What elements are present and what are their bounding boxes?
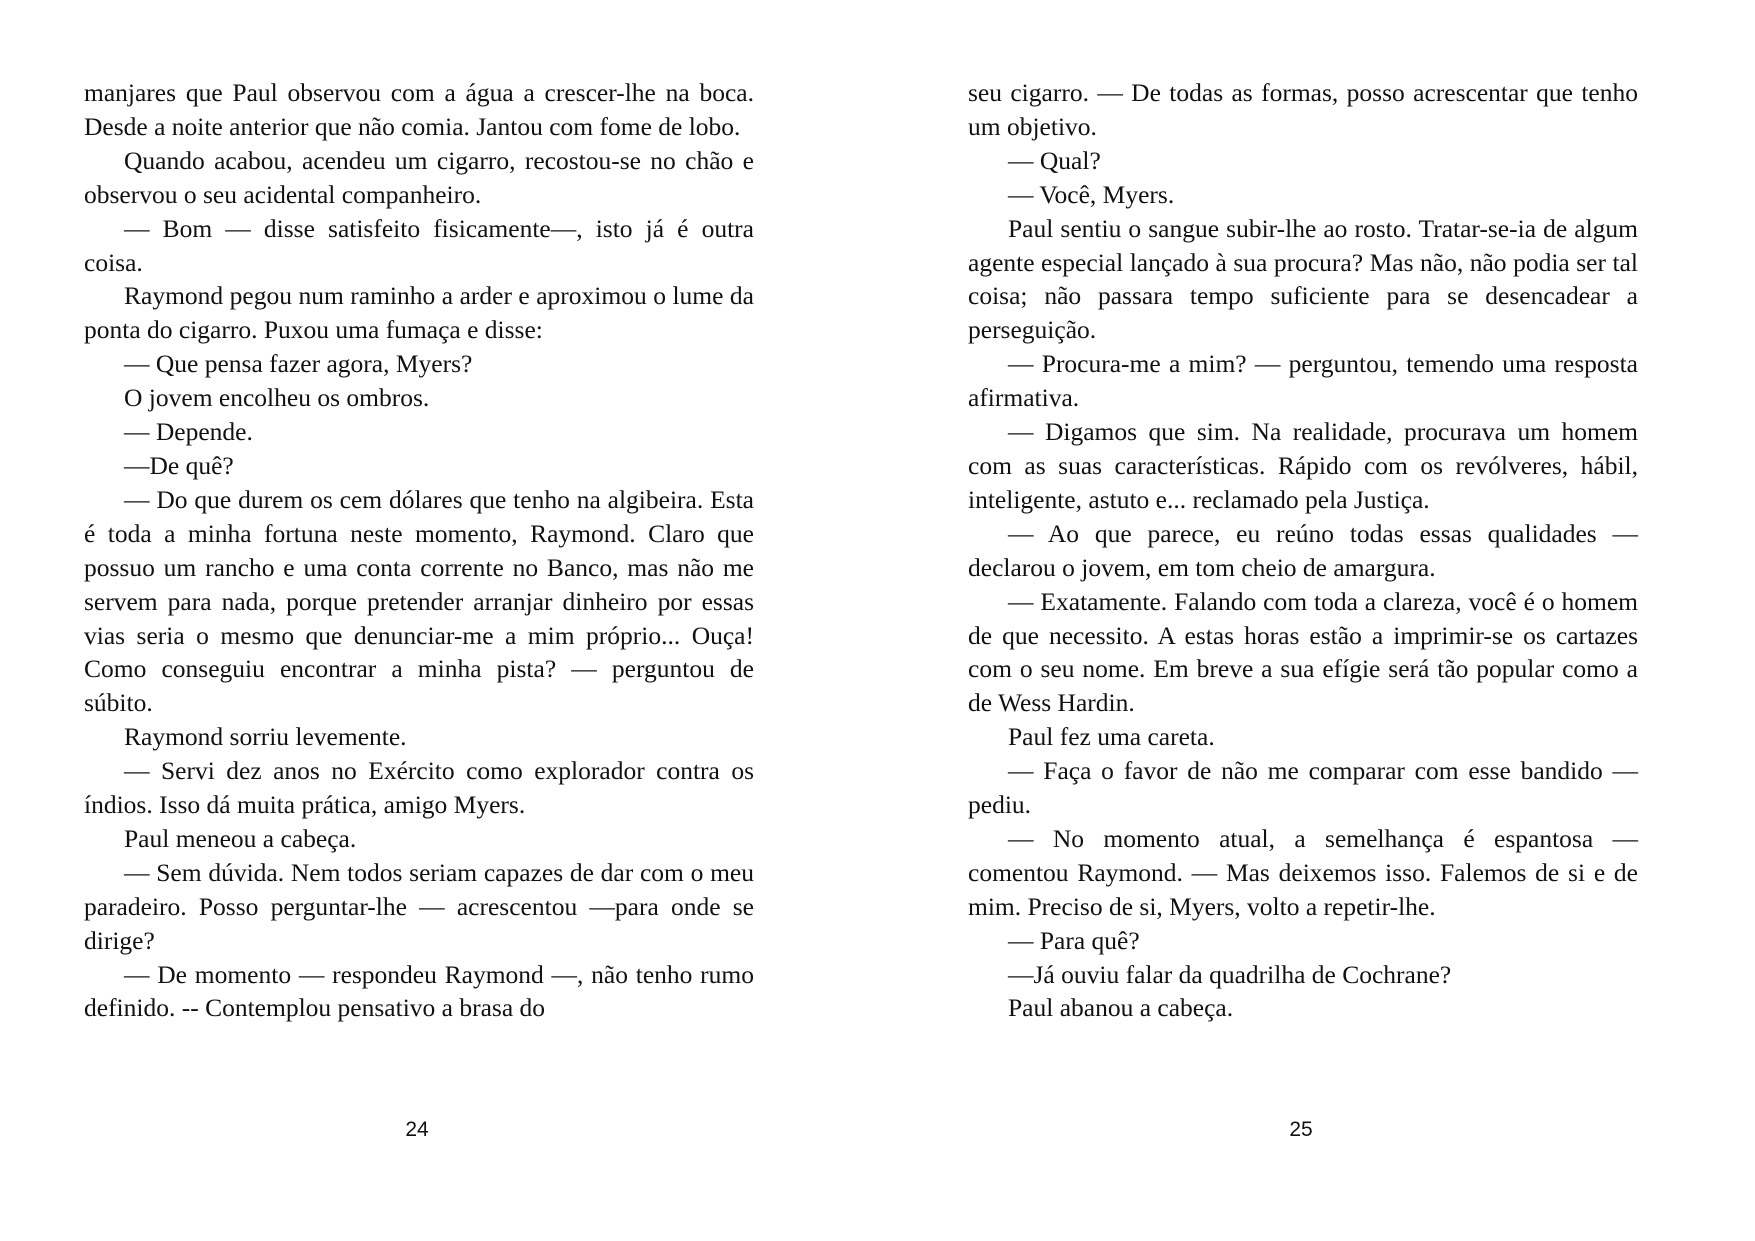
paragraph: — Depende. <box>124 417 253 447</box>
paragraph: Paul fez uma careta. <box>1008 722 1215 752</box>
paragraph: — Do que durem os cem dólares que tenho na algibeira. Esta é toda a minha fortuna neste momento, Raymond. Claro que possuo um rancho e uma conta corrente no Banco, mas não me servem para nada, porque pretender arranjar dinheiro por essas vias seria o mesmo que denunciar-me a mim próprio... Ouça! Como conseguiu encontrar a minha pista? — perguntou de súbito. <box>84 484 754 718</box>
paragraph: Raymond sorriu levemente. <box>124 722 407 752</box>
page-number-left: 24 <box>405 1118 429 1141</box>
paragraph: —Já ouviu falar da quadrilha de Cochrane? <box>1008 959 1452 989</box>
paragraph: — Procura-me a mim? — perguntou, temendo uma resposta afirmativa. <box>968 349 1638 413</box>
paragraph: — No momento atual, a semelhança é espantosa — comentou Raymond. — Mas deixemos isso. Falemos de si e de mim. Preciso de si, Myers, volto a repetir-lhe. <box>968 823 1638 921</box>
paragraph: — Ao que parece, eu reúno todas essas qualidades — declarou o jovem, em tom cheio de amargura. <box>968 518 1638 582</box>
paragraph: — Bom — disse satisfeito fisicamente—, isto já é outra coisa. <box>84 213 754 277</box>
left-page <box>84 76 754 1025</box>
paragraph: — Faça o favor de não me comparar com esse bandido — pediu. <box>968 756 1638 820</box>
right-page <box>968 76 1638 1025</box>
paragraph: — Você, Myers. <box>1008 179 1175 209</box>
paragraph: seu cigarro. — De todas as formas, posso acrescentar que tenho um objetivo. <box>968 78 1638 141</box>
paragraph: — Qual? <box>1008 145 1101 175</box>
page-number-right: 25 <box>1289 1118 1313 1141</box>
paragraph: — Para quê? <box>1008 925 1140 955</box>
paragraph: —De quê? <box>124 450 234 480</box>
paragraph: Paul meneou a cabeça. <box>124 823 357 853</box>
paragraph: — Que pensa fazer agora, Myers? <box>124 349 473 379</box>
paragraph: — Digamos que sim. Na realidade, procurava um homem com as suas características. Rápido com os revólveres, hábil, inteligente, astuto e... reclamado pela Justiça. <box>968 417 1638 514</box>
paragraph: — Servi dez anos no Exército como explorador contra os índios. Isso dá muita prática, amigo Myers. <box>84 756 754 820</box>
paragraph: — De momento — respondeu Raymond —, não tenho rumo definido. -- Contemplou pensativo a brasa do <box>84 959 754 1023</box>
paragraph: — Exatamente. Falando com toda a clareza, você é o homem de que necessito. A estas horas estão a imprimir-se os cartazes com o seu nome. Em breve a sua efígie será tão popular como a de Wess Hardin. <box>968 586 1638 718</box>
paragraph: Quando acabou, acendeu um cigarro, recostou-se no chão e observou o seu acidental companheiro. <box>84 145 754 209</box>
paragraph: manjares que Paul observou com a água a crescer-lhe na boca. Desde a noite anterior que não comia. Jantou com fome de lobo. <box>84 78 754 141</box>
paragraph: Paul sentiu o sangue subir-lhe ao rosto. Tratar-se-ia de algum agente especial lançado à sua procura? Mas não, não podia ser tal coisa; não passara tempo suficiente para se desencadear a perseguição. <box>968 213 1638 345</box>
paragraph: O jovem encolheu os ombros. <box>124 383 430 413</box>
paragraph: Raymond pegou num raminho a arder e aproximou o lume da ponta do cigarro. Puxou uma fumaça e disse: <box>84 281 754 345</box>
paragraph: Paul abanou a cabeça. <box>1008 993 1234 1023</box>
paragraph: — Sem dúvida. Nem todos seriam capazes de dar com o meu paradeiro. Posso perguntar-lhe — acrescentou —para onde se dirige? <box>84 857 754 955</box>
